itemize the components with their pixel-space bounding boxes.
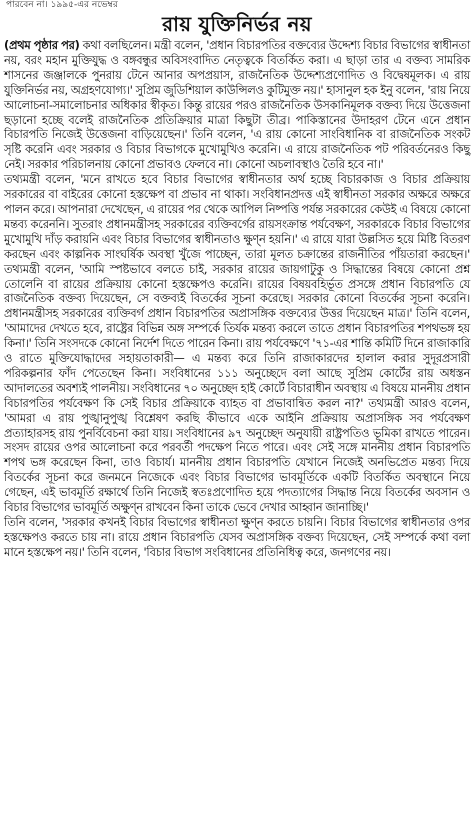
continuation-marker: (প্রথম পৃষ্ঠার পর) bbox=[4, 38, 80, 52]
article-body bbox=[4, 38, 470, 560]
article-paragraph: তথ্যমন্ত্রী বলেন, 'মনে রাখতে হবে বিচার বিভাগের স্বাধীনতার অর্থ হচ্ছে বিচারকাজ ও বিচার প্রক্রিয়ায় সরকারের বা বাইরের কোনো হস্তক্ষেপ বা প্রভাব না থাকা। সংবিধানপ্রদত্ত এই স্বাধীনতা সরকার অক্ষরে অক্ষরে পালন করে। আপনারা দেখেছেন, এ রায়ের পর থেকে আপিল নিষ্পত্তি পর্যন্ত সরকারের কেউই এ বিষয়ে কোনো মন্তব্য করেননি। সুতরাং প্রধানমন্ত্রীসহ সরকারের ব্যক্তিবর্গের রায়সংক্রান্ত পর্যবেক্ষণ, সরকারকে বিচার বিভাগের মুখোমুখি দাঁড় করায়নি এবং বিচার বিভাগের স্বাধীনতাও ক্ষুণ্ন হয়নি।' এ রায়ে যারা উল্লসিত হয়ে মিষ্টি বিতরণ করছেন এবং কাল্পনিক সাংঘর্ষিক অবস্থা খুঁজে পাচ্ছেন, তারা মূলত চক্রান্তের রাজনীতির পাঁয়তারা করছেন।' তথ্যমন্ত্রী বলেন, 'আমি স্পষ্টভাবে বলতে চাই, সরকার রায়ের জায়গাটুকু ও সিদ্ধান্তের বিষয়ে কোনো প্রশ্ন তোলেনি বা রায়ের প্রক্রিয়ায় কোনো হস্তক্ষেপও করেনি। রায়ের বিষয়বহির্ভূত প্রসঙ্গে প্রধান বিচারপতি যে রাজনৈতিক বক্তব্য দিয়েছেন, সে বক্তব্যই বিতর্কের সূচনা করেছে। সরকার কোনো বিতর্কের সূচনা করেনি। প্রধানমন্ত্রীসহ সরকারের ব্যক্তিবর্গ প্রধান বিচারপতির অপ্রাসঙ্গিক বক্তব্যের উত্তর দিয়েছেন মাত্র।' তিনি বলেন, 'আমাদের দেখতে হবে, রাষ্ট্রের বিভিন্ন অঙ্গ সম্পর্কে তির্যক মন্তব্য করলে তাতে প্রধান বিচারপতির শপথভঙ্গ হয় কিনা।' তিনি সংসদকে কোনো নির্দেশ দিতে পারেন কিনা। রায় পর্যবেক্ষণে '৭১-এর শান্তি কমিটি দিনে রাজাকারি ও রাতে মুক্তিযোদ্ধাদের সহায়তাকারী— এ মন্তব্য করে তিনি রাজাকারদের হালাল করার সুদূরপ্রসারী পরিকল্পনার ফাঁদ পেতেছেন কিনা। সংবিধানের ১১১ অনুচ্ছেদে বলা আছে সুপ্রিম কোর্টের রায় অধস্তন আদালতের অবশ্যই পালনীয়। সংবিধানের ৭০ অনুচ্ছেদ হাই কোর্টে বিচারাধীন অবস্থায় এ বিষয়ে মাননীয় প্রধান বিচারপতির পর্যবেক্ষণ কি সেই বিচার প্রক্রিয়াকে ব্যাহত বা প্রভাবান্বিত করল না?' তথ্যমন্ত্রী আরও বলেন, 'আমরা এ রায় পুঙ্খানুপুঙ্খ বিশ্লেষণ করছি কীভাবে একে আইনি প্রক্রিয়ায় অপ্রাসঙ্গিক সব পর্যবেক্ষণ প্রত্যাহারসহ রায় পুনর্বিবেচনা করা যায়। সংবিধানের ৯৭ অনুচ্ছেদ অনুযায়ী রাষ্ট্রপতিও ভূমিকা রাখতে পারেন। সংসদ রায়ের ওপর আলোচনা করে পরবর্তী পদক্ষেপ নিতে পারে। এবং সেই সঙ্গে মাননীয় প্রধান বিচারপতি শপথ ভঙ্গ করেছেন কিনা, তাও বিচার্য। মাননীয় প্রধান বিচারপতি যেখানে নিজেই অনভিপ্রেত মন্তব্য দিয়ে বিতর্কের সূচনা করে জনমনে নিজেকে এবং বিচার বিভাগের ভাবমূর্তিকে একটি বিতর্কিত অবস্থানে নিয়ে গেছেন, এই ভাবমূর্তি রক্ষার্থে তিনি নিজেই স্বতঃপ্রণোদিত হয়ে পদত্যাগের সিদ্ধান্ত নিয়ে বিতর্কের অবসান ও বিচার বিভাগের ভাবমূর্তি অক্ষুণ্ন রাখবেন কিনা তাকে ভেবে দেখার আহ্বান জানাচ্ছি।' bbox=[4, 172, 470, 515]
previous-article-fragment: পারবেন না। ১৯৯৫-এর নভেম্বর bbox=[6, 0, 118, 10]
paragraph-text: কথা বলছিলেন। মন্ত্রী বলেন, 'প্রধান বিচারপতির বক্তব্যের উদ্দেশ্য বিচার বিভাগের স্বাধীনতা নয়, বরং মহান মুক্তিযুদ্ধ ও বঙ্গবন্ধুর অবিসংবাদিত নেতৃত্বকে বিতর্কিত করা। এ ছাড়া তার এ বক্তব্য সামরিক শাসনের জঞ্জালকে পুনরায় টেনে আনার অপপ্রয়াস, রাজনৈতিক উদ্দেশ্যপ্রণোদিত ও বিদ্বেষমূলক। এ রায় যুক্তিনির্ভর নয়, অগ্রহণযোগ্য।' সুপ্রিম জুডিশিয়াল কাউন্সিলও কুটিমুক্ত নয়।' হাসানুল হক ইনু বলেন, 'রায় নিয়ে আলোচনা-সমালোচনার অধিকার স্বীকৃত। কিন্তু রায়ের পরও রাজনৈতিক উসকানিমূলক বক্তব্য দিয়ে উত্তেজনা ছড়ানো হচ্ছে বলেই রাজনৈতিক প্রতিক্রিয়ার মাত্রা কিছুটা তীব্র। পাকিস্তানের উদাহরণ টেনে এনে প্রধান বিচারপতি নিজেই উত্তেজনা বাড়িয়েছেন।' তিনি বলেন, 'এ রায় কোনো সাংবিধানিক বা রাজনৈতিক সংকট সৃষ্টি করেনি এবং সরকার ও বিচার বিভাগকে মুখোমুখিও করেনি। এ রায়ে রাজনৈতিক পট পরিবর্তনেরও কিছু নেই। সরকার পরিচালনায় কোনো প্রভাবও ফেলবে না। কোনো অচলাবস্থাও তৈরি হবে না।' bbox=[4, 38, 470, 172]
article-paragraph bbox=[4, 38, 470, 172]
article-paragraph: তিনি বলেন, 'সরকার কখনই বিচার বিভাগের স্বাধীনতা ক্ষুণ্ন করতে চায়নি। বিচার বিভাগের স্বাধীনতার ওপর হস্তক্ষেপও করতে চায় না। রায়ে প্রধান বিচারপতি যেসব অপ্রাসঙ্গিক বক্তব্য দিয়েছেন, সেই সম্পর্কে কথা বলা মানে হস্তক্ষেপ নয়।' তিনি বলেন, 'বিচার বিভাগ সংবিধানের প্রতিনিধিত্ব করে, জনগণের নয়। bbox=[4, 515, 470, 559]
article-headline: রায় যুক্তিনির্ভর নয় bbox=[162, 12, 312, 36]
